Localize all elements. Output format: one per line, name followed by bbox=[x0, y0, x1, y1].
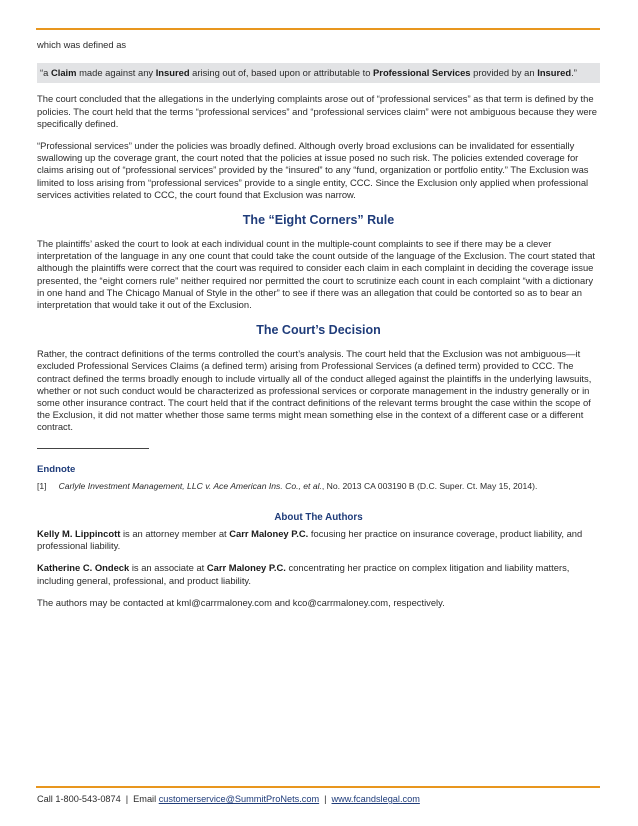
footer-email-label: Email bbox=[133, 794, 159, 804]
endnote-entry: [1] Carlyle Investment Management, LLC v. Ace American Ins. Co., et al., No. 2013 CA 003190 B (D.C. Super. Ct. May 15, 2014). bbox=[37, 480, 538, 491]
article-body bbox=[37, 39, 600, 619]
authors-contact: The authors may be contacted at kml@carrmaloney.com and kco@carrmaloney.com, respectively. bbox=[37, 596, 445, 608]
definition-quote: “a Claim made against any Insured arising out of, based upon or attributable to Professional Services provided by an Insured.” bbox=[37, 63, 600, 83]
paragraph-decision: Rather, the contract definitions of the terms controlled the court’s analysis. The court held that the Exclusion was not ambiguous—it excluded Professional Services Claims (a defined term) arising from Professional Services (a defined term) provided to CCC. The contract defined the terms broadly enough to include virtually all of the conduct alleged against the plaintiffs in the underlying lawsuits, whether or not such conduct would be characterized as professional services or corporate management in the industry generally or in some other insurance contract. The court held that if the contract definitions of the relevant terms brought the case within the scope of the Exclusion, it did not matter whether those same terms might mean something else in the context of a different case or a different contract. bbox=[37, 348, 592, 433]
endnote-heading: Endnote bbox=[37, 463, 76, 475]
footer-email-link[interactable]: customerservice@SummitProNets.com bbox=[158, 794, 320, 804]
intro-line: which was defined as bbox=[37, 39, 127, 50]
about-authors-heading: About The Authors bbox=[274, 512, 363, 524]
author-bio-ondeck: Katherine C. Ondeck is an associate at Carr Maloney P.C. concentrating her practice on complex litigation and liability matters, including general, professional, and product liability. bbox=[37, 562, 570, 586]
footer-separator: | bbox=[324, 794, 327, 804]
paragraph-conclusion: The court concluded that the allegations in the underlying complaints arose out of “professional services” as that term is defined by the policies. The court held that the terms “professional services” and “professional services claim” were not ambiguous because they were specifically defined. bbox=[37, 93, 597, 129]
heading-courts-decision: The Court’s Decision bbox=[256, 323, 381, 338]
bottom-rule bbox=[36, 786, 600, 788]
top-rule bbox=[36, 28, 600, 30]
heading-eight-corners: The “Eight Corners” Rule bbox=[242, 213, 395, 228]
paragraph-professional-services: “Professional services” under the policies was broadly defined. Although overly broad exclusions can be invalidated for essentially swallowing up the coverage grant, the court noted that the policies at issue posed no such risk. The policies extended coverage for claims arising out of “professional services” provided by the “insured” to any “fund, organization or portfolio entity.” The Exclusion was limited to loss arising from “professional services” provide to a single entity, CCC. Since the Exclusion only applied when professional services activities related to CCC, the court found that Exclusion was narrow. bbox=[37, 140, 589, 200]
footer-separator: | bbox=[125, 794, 129, 804]
footer bbox=[37, 794, 420, 804]
footer-phone: Call 1-800-543-0874 bbox=[37, 794, 121, 804]
author-bio-lippincott: Kelly M. Lippincott is an attorney member at Carr Maloney P.C. focusing her practice on insurance coverage, product liability, and professional liability. bbox=[37, 528, 583, 552]
paragraph-eight-corners: The plaintiffs’ asked the court to look at each individual count in the multiple-count complaints to see if there may be a clever interpretation of the language in any one count that could take the count outside of the language of the Exclusion. The court stated that although the plaintiffs were correct that the court was required to consider each claim in each complaint in deciding the coverage issue presented, the “eight corners rule” neither required nor permitted the court to scrutinize each count in each complaint “with a dictionary in one hand and The Chicago Manual of Style in the other” to see if there was an allegation that could be contorted so as to bear an interpretation that would take it out of the Exclusion. bbox=[37, 238, 596, 311]
endnote-divider bbox=[37, 448, 149, 449]
footer-website-link[interactable]: www.fcandslegal.com bbox=[331, 794, 420, 804]
